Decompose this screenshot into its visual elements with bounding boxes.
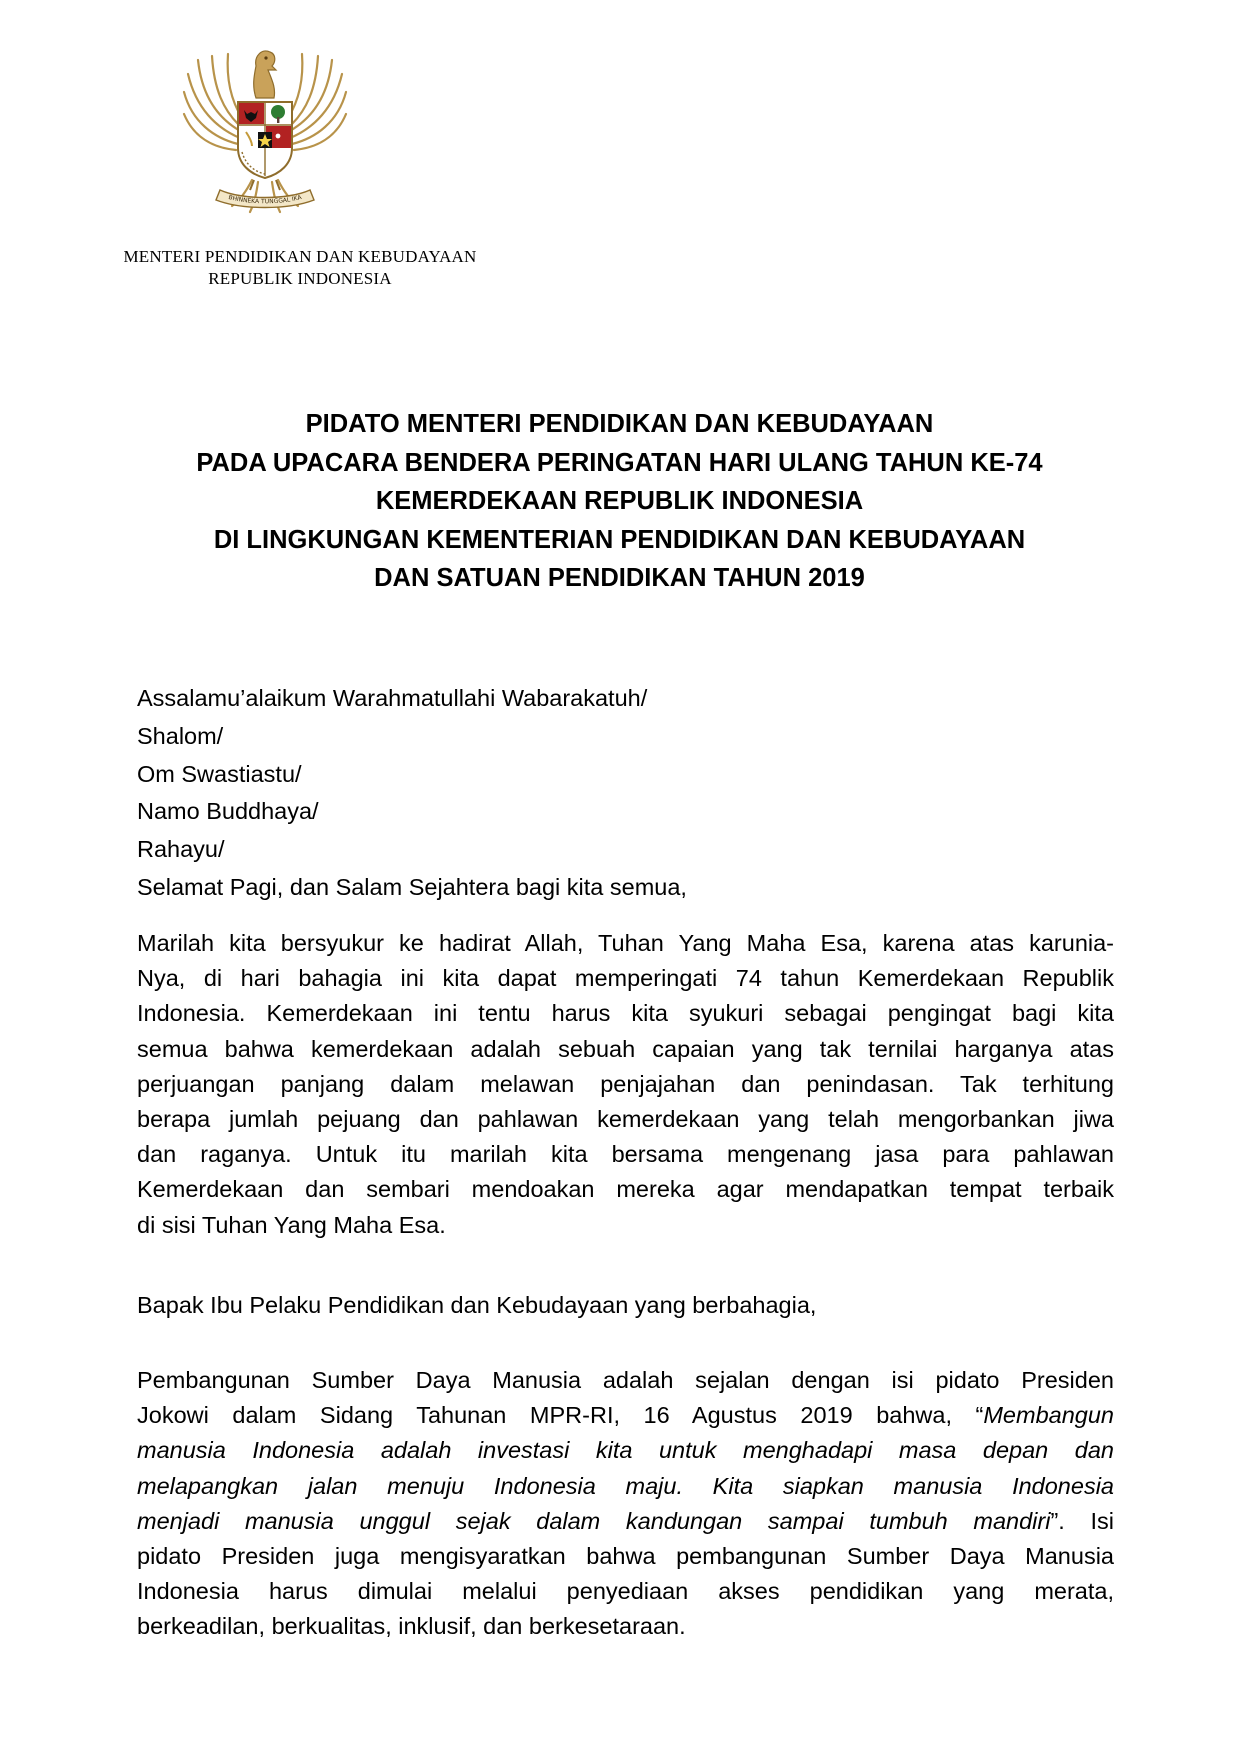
quote-segment: manusia Indonesia adalah investasi kita untuk menghadapi masa depan dan xyxy=(137,1437,1114,1464)
paragraph-line xyxy=(137,1504,1114,1539)
paragraph-line: Marilah kita bersyukur ke hadirat Allah, Tuhan Yang Maha Esa, karena atas karunia- xyxy=(137,930,1114,956)
paragraph-line: Indonesia harus dimulai melalui penyediaan akses pendidikan yang merata, xyxy=(137,1578,1114,1605)
title-line: DI LINGKUNGAN KEMENTERIAN PENDIDIKAN DAN KEBUDAYAAN xyxy=(213,525,1026,554)
letterhead-country: REPUBLIK INDONESIA xyxy=(208,269,392,288)
text-segment: ”. Isi xyxy=(1050,1507,1114,1534)
paragraph-line xyxy=(137,1469,1114,1504)
paragraph-line: Kemerdekaan dan sembari mendoakan mereka agar mendapatkan tempat terbaik xyxy=(137,1176,1114,1203)
letterhead-ministry: MENTERI PENDIDIKAN DAN KEBUDAYAAN xyxy=(123,247,477,266)
text-segment: Jokowi dalam Sidang Tahunan MPR-RI, 16 Agustus 2019 bahwa, “ xyxy=(137,1402,984,1429)
paragraph-line: berkeadilan, berkualitas, inklusif, dan berkesetaraan. xyxy=(137,1613,686,1640)
quote-segment: menjadi manusia unggul sejak dalam kandungan sampai tumbuh mandiri xyxy=(137,1507,1051,1534)
quote-segment: Membangun xyxy=(983,1402,1114,1429)
title-line: KEMERDEKAAN REPUBLIK INDONESIA xyxy=(375,487,864,515)
salutation-line: Selamat Pagi, dan Salam Sejahtera bagi kita semua, xyxy=(137,873,687,900)
address-text: Bapak Ibu Pelaku Pendidikan dan Kebudayaan yang berbahagia, xyxy=(137,1292,817,1318)
paragraph-line xyxy=(137,1398,1114,1433)
paragraph-human-resources xyxy=(137,1363,1114,1645)
salutation-line: Shalom/ xyxy=(137,722,224,749)
paragraph-line: berapa jumlah pejuang dan pahlawan kemerdekaan yang telah mengorbankan jiwa xyxy=(137,1105,1114,1132)
salutation-line: Om Swastiastu/ xyxy=(137,760,302,787)
paragraph-line: semua bahwa kemerdekaan adalah sebuah capaian yang tak ternilai harganya atas xyxy=(137,1035,1114,1062)
title-line: PIDATO MENTERI PENDIDIKAN DAN KEBUDAYAAN xyxy=(305,410,934,438)
paragraph-line: Nya, di hari bahagia ini kita dapat memperingati 74 tahun Kemerdekaan Republik xyxy=(137,965,1114,992)
address-line xyxy=(137,1288,1114,1323)
letterhead xyxy=(90,246,510,290)
title-line: DAN SATUAN PENDIDIKAN TAHUN 2019 xyxy=(374,564,865,592)
paragraph-line xyxy=(137,1433,1114,1468)
speech-title xyxy=(60,405,1179,598)
paragraph-line: pidato Presiden juga mengisyaratkan bahwa pembangunan Sumber Daya Manusia xyxy=(137,1542,1114,1569)
paragraph-line: di sisi Tuhan Yang Maha Esa. xyxy=(137,1211,446,1238)
salutation-line: Namo Buddhaya/ xyxy=(137,798,319,825)
paragraph-line: perjuangan panjang dalam melawan penjajahan dan penindasan. Tak terhitung xyxy=(137,1070,1114,1097)
quote-segment: melapangkan jalan menuju Indonesia maju. Kita siapkan manusia Indonesia xyxy=(137,1472,1114,1499)
paragraph-line: Pembangunan Sumber Daya Manusia adalah sejalan dengan isi pidato Presiden xyxy=(137,1367,1114,1393)
garuda-pancasila-emblem xyxy=(180,40,350,218)
paragraph-line: dan raganya. Untuk itu marilah kita bersama mengenang jasa para pahlawan xyxy=(137,1141,1114,1168)
paragraph-gratitude xyxy=(137,926,1114,1243)
paragraph-line: Indonesia. Kemerdekaan ini tentu harus kita syukuri sebagai pengingat bagi kita xyxy=(137,1000,1114,1027)
salutations xyxy=(137,680,687,907)
svg-text:BHINNEKA TUNGGAL IKA: BHINNEKA TUNGGAL IKA xyxy=(227,193,303,206)
salutation-line: Rahayu/ xyxy=(137,836,225,863)
salutation-line: Assalamu’alaikum Warahmatullahi Wabarakatuh/ xyxy=(137,685,648,711)
title-line: PADA UPACARA BENDERA PERINGATAN HARI ULANG TAHUN KE-74 xyxy=(196,448,1043,477)
